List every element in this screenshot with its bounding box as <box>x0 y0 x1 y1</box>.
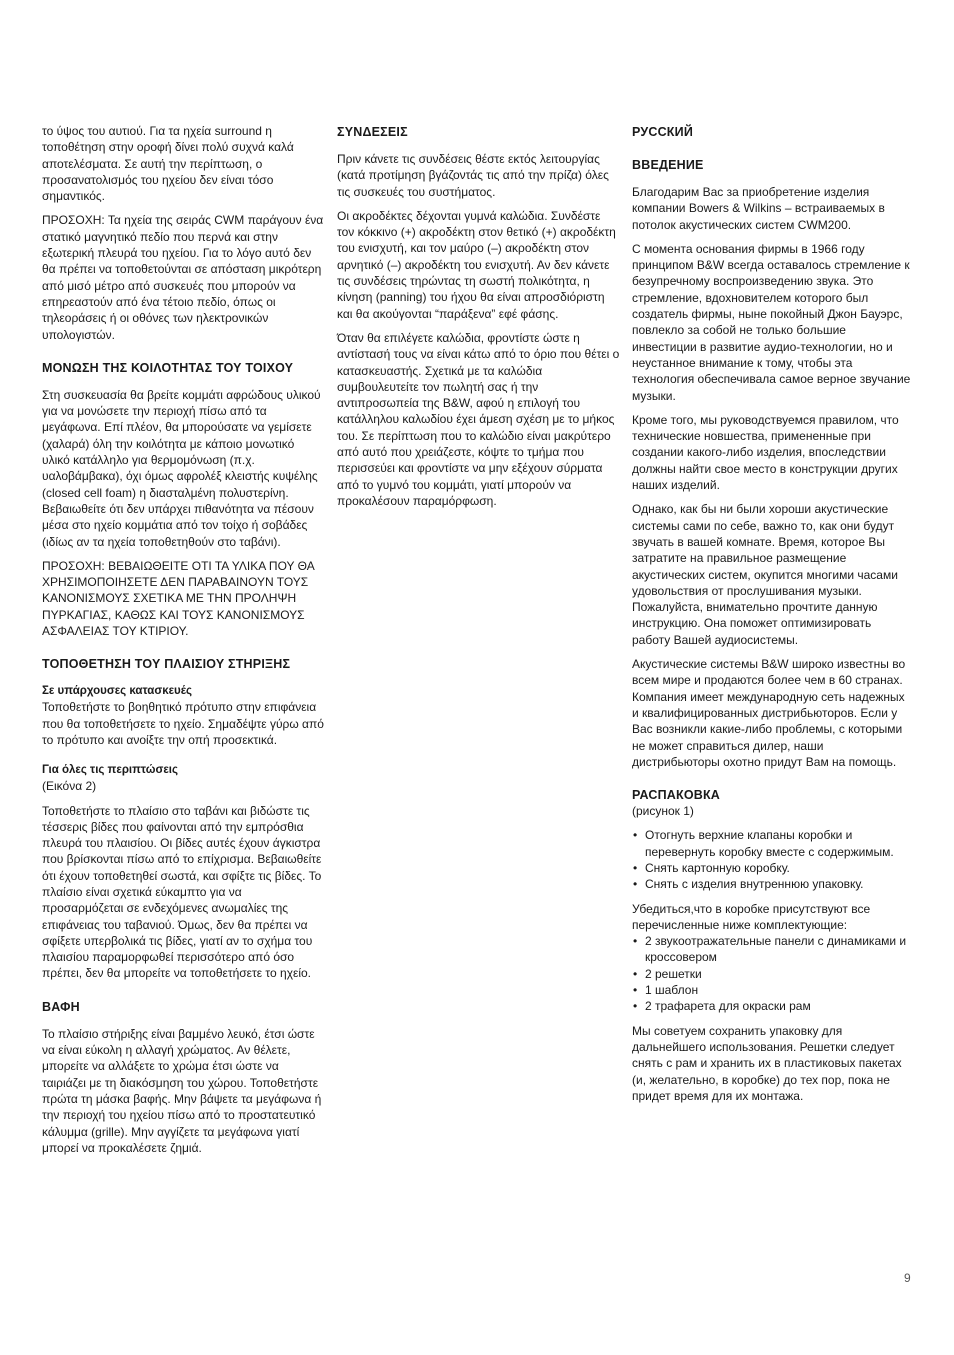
paragraph: Убедиться,что в коробке присутствуют все перечисленные ниже комплектующие: <box>632 901 871 932</box>
section-heading-unpack: РАСПАКОВКА <box>632 788 721 803</box>
section-heading-paint: ΒΑΦΗ <box>42 999 80 1014</box>
figure-reference: (Εικόνα 2) <box>42 779 97 794</box>
spacer <box>42 748 324 762</box>
section-heading-insulation: ΜΟΝΩΣΗ ΤΗΣ ΚΟΙΛΟΤΗΤΑΣ ΤΟΥ ΤΟΙΧΟΥ <box>42 360 294 375</box>
language-heading: РУССКИЙ <box>632 125 694 139</box>
list-item: • Отогнуть верхние клапаны коробки и перевернуть коробку вместе с содержимым. <box>632 827 912 860</box>
paragraph: С момента основания фирмы в 1966 году принципом B&W всегда оставалось стремление к безупречному воспроизведению звука. Это стремление, вдохновителем которого был создатель фирмы, ныне покойный Джон Бауэрс, повлекло за собой не только большие инвестиции в развитие аудио-технологии, но и неустанное внимание к тому, чтобы эта технология обеспечивала самое верное звучание музыки. <box>632 241 911 403</box>
list-item: • Снять с изделия внутреннюю упаковку. <box>632 876 912 892</box>
paragraph: Όταν θα επιλέγετε καλώδια, φροντίστε ώστε η αντίστασή τους να είναι κάτω από το όριο που θέτει ο κατασκευαστής. Σχετικά με τα καλώδια συμβουλευτείτε τον πωλητή σας ή την αντιπροσωπεία της B&W, αφού η επιλογή του κατάλληλου καλωδίου έχει άμεση σχέση με το μήκος του. Σε περίπτωση που το καλώδιο είναι μακρύτερο από αυτό που χρειάζεστε, κόψτε το τμήμα που περισσεύει και φροντίστε να μην εξέχουν σύρματα από το γυμνό του κομμάτι, γιατί μπορούν να προκαλέσουν παραμόρφωση. <box>337 330 620 508</box>
paragraph-warning: ΠΡΟΣΟΧΗ: Τα ηχεία της σειράς CWM παράγουν ένα στατικό μαγνητικό πεδίο που περνά και στην εξωτερική πλευρά του ηχείου. Για το λόγο αυτό δεν θα πρέπει να τοποθετούνται σε απόσταση μικρότερη από μισό μέτρο από συσκευές που μπορούν να επηρεαστούν από ένα τέτοιο πεδίο, όπως οι τηλεοράσεις ή οι οθόνες των ηλεκτρονικών υπολογιστών. <box>42 213 324 342</box>
paragraph: Οι ακροδέκτες δέχονται γυμνά καλώδια. Συνδέστε τον κόκκινο (+) ακροδέκτη στον θετικό (+) ακροδέκτη του ενισχυτή, και τον μαύρο (–) ακροδέκτη στον αρνητικό (–) ακροδέκτη του ενισχυτή. Αν δεν κάνετε τις συνδέσεις τηρώντας τη σωστή πολικότητα, η κίνηση (panning) του ήχου θα είναι απροσδιόριστη και θα ακούγονται “παράξενα” εφέ φάσης. <box>337 208 616 321</box>
paragraph: Το πλαίσιο στήριξης είναι βαμμένο λευκό, έτσι ώστε να είναι εύκολη η αλλαγή χρώματος. Αν θέλετε, μπορείτε να αλλάξετε το χρώμα έτσι ώστε να ταιριάζει με τη διακόσμηση του χώρου. Τοποθετήστε πρώτα τη μάσκα βαφής. Μην βάψετε τα μεγάφωνα ή την περιοχή του ηχείου πίσω από το προστατευτικό κάλυμμα (grille). Μην αγγίζετε τα μεγάφωνα γιατί μπορεί να προκαλέσετε ζημιά. <box>42 1026 322 1155</box>
list-item: • 2 решетки <box>632 966 912 982</box>
section-heading-intro: ВВЕДЕНИЕ <box>632 158 704 172</box>
paragraph: Благодарим Вас за приобретение изделия компании Bowers & Wilkins – встраиваемых в потолок акустических систем CWM200. <box>632 185 885 232</box>
contents-list <box>632 933 912 1014</box>
list-item: • 1 шаблон <box>632 982 912 998</box>
column-russian <box>632 123 912 1112</box>
list-item: • 2 трафарета для окраски рам <box>632 998 912 1014</box>
subheading-all-cases: Για όλες τις περιπτώσεις <box>42 764 178 777</box>
unpack-steps-list <box>632 827 912 892</box>
paragraph: το ύψος του αυτιού. Για τα ηχεία surround η τοποθέτηση στην οροφή δίνει πολύ συχνά καλά αποτελέσματα. Σε αυτή την περίπτωση, ο προσανατολισμός του ηχείου δεν είναι τόσο σημαντικός. <box>42 124 294 204</box>
column-greek-left <box>42 123 324 1164</box>
paragraph-warning: ΠΡΟΣΟΧΗ: ΒΕΒΑΙΩΘΕΙΤΕ ΟΤΙ ΤΑ ΥΛΙΚΑ ΠΟΥ ΘΑ ΧΡΗΣΙΜΟΠΟΙΗΣΕΤΕ ΔΕΝ ΠΑΡΑΒΑΙΝΟΥΝ ΤΟΥΣ ΚΑΝΟΝΙΣΜΟΥΣ ΣΧΕΤΙΚΑ ΜΕ ΤΗΝ ΠΡΟΛΗΨΗ ΠΥΡΚΑΓΙΑΣ, ΚΑΘΩΣ ΚΑΙ ΤΟΥΣ ΚΑΝΟΝΙΣΜΟΥΣ ΑΣΦΑΛΕΙΑΣ ΤΟΥ ΚΤΙΡΙΟΥ. <box>42 558 315 639</box>
paragraph: Однако, как бы ни были хороши акустические системы сами по себе, важно то, как они будут звучать в вашей комнате. Время, которое Вы затратите на правильное размещение акустических систем, окупится многими часами удовольствия от прослушивания музыки. Пожалуйста, внимательно прочтите данную инструкцию. Она поможет оптимизировать работу Вашей аудиосистемы. <box>632 502 898 647</box>
paragraph: Мы советуем сохранить упаковку для дальнейшего использования. Решетки следует снять с рам и хранить их в пластиковых пакетах (и, желательно, в коробке) до тех пор, пока не придет время для их монтажа. <box>632 1023 902 1103</box>
paragraph: Τοποθετήστε το βοηθητικό πρότυπο στην επιφάνεια που θα τοποθετήσετε το ηχείο. Σημαδέψτε γύρω από το πρότυπο και ανοίξτε την οπή προσεκτικά. <box>42 700 324 747</box>
paragraph: Τοποθετήστε το πλαίσιο στο ταβάνι και βιδώστε τις τέσσερις βίδες που φαίνονται από την εμπρόσθια πλευρά του πλαισίου. Οι βίδες αυτές έχουν άγκιστρα που βρίσκονται πίσω από το επίχρισμα. Βεβαιωθείτε ότι έχουν τοποθετηθεί σωστά, και σφίξτε τις βίδες. Το πλαίσιο είναι σχετικά εύκαμπτο για να προσαρμόζεται σε ενδεχόμενες ανωμαλίες της επιφάνειας του ταβανιού. Όμως, δεν θα πρέπει να σφίξετε υπερβολικά τις βίδες, γιατί αν το σχήμα του πλαισίου παραμορφωθεί περισσότερο από όσο πρέπει, δεν θα μπορείτε να τοποθετήσετε το ηχείο. <box>42 803 322 981</box>
subheading-existing: Σε υπάρχουσες κατασκευές <box>42 685 192 698</box>
figure-reference: (рисунок 1) <box>632 804 694 819</box>
page-number: 9 <box>904 1271 911 1285</box>
paragraph: Кроме того, мы руководствуемся правилом, что технические новшества, примененные при создании какого-либо изделия, впоследствии должны найти свое место в конструкции других наших изделий. <box>632 412 899 493</box>
paragraph: Акустические системы B&W широко известны во всем мире и продаются более чем в 60 странах. Компания имеет международную сеть надежных и квалифицированных дистрибьюторов. Если у Вас возникли какие-либо проблемы, с которыми не может справиться дилер, наши дистрибьюторы охотно придут Вам на помощь. <box>632 657 906 769</box>
section-heading-frame: ΤΟΠΟΘΕΤΗΣΗ ΤΟΥ ΠΛΑΙΣΙΟΥ ΣΤΗΡΙΞΗΣ <box>42 657 291 672</box>
column-greek-middle <box>337 123 620 517</box>
list-item: • Снять картонную коробку. <box>632 860 912 876</box>
list-item: • 2 звукоотражательные панели с динамиками и кроссовером <box>632 933 912 966</box>
section-heading-connections: ΣΥΝΔΕΣΕΙΣ <box>337 125 408 139</box>
paragraph: Στη συσκευασία θα βρείτε κομμάτι αφρώδους υλικού για να μονώσετε την περιοχή πίσω από τα μεγάφωνα. Επί πλέον, θα μπορούσατε να γεμίσετε (χαλαρά) όλη την κοιλότητα με κάποιο μονωτικό υλικό κατάλληλο για θερμομόνωση (π.χ. υαλοβάμβακα), όχι όμως αφρολέξ κλειστής κυψέλης (closed cell foam) η διασταλμένη πολυστερίνη. Βεβαιωθείτε ότι δεν υπάρχει πιθανότητα να πέσουν μέσα στο ηχείο κομμάτια από τον τοίχο ή σοβάδες (ιδίως αν τα ηχεία τοποθετηθούν στο ταβάνι). <box>42 387 321 549</box>
paragraph: Πριν κάνετε τις συνδέσεις θέστε εκτός λειτουργίας (κατά προτίμηση βγάζοντάς τις από την πρίζα) όλες τις συσκευές του συστήματος. <box>337 152 609 199</box>
